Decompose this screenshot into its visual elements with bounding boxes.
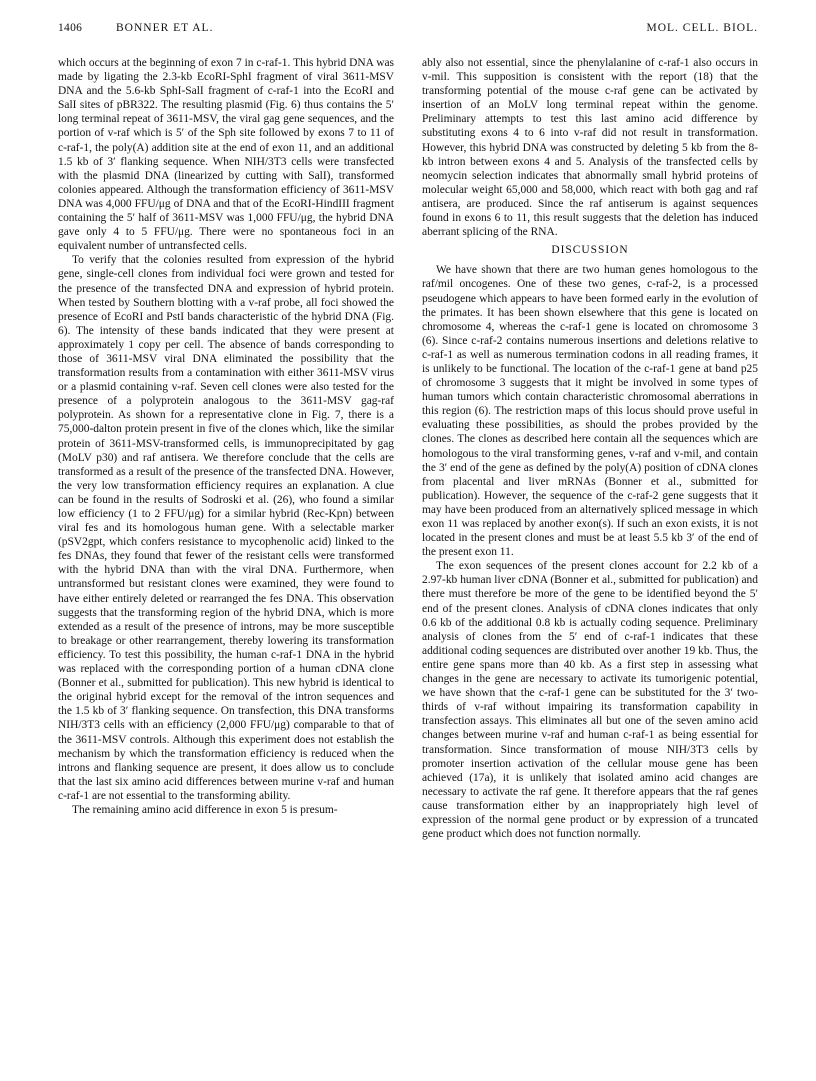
paragraph: We have shown that there are two human genes homologous to the raf/mil oncogenes. One of these two genes, c-raf-2, is a processed pseudogene which appears to have been formed early in the evolution of the primates. It has been shown elsewhere that this gene is located on chromosome 4, whereas the c-raf-1 gene is located on chromosome 3 (6). Since c-raf-2 contains numerous insertions and deletions relative to c-raf-1 as well as numerous termination codons in all reading frames, it is unlikely to be functional. The location of the c-raf-1 gene at band p25 of chromosome 3 suggests that it might be involved in some types of human tumors which contain characteristic chromosomal aberrations in this region (6). The restriction maps of this locus should prove useful in evaluating these possibilities, as should the probes provided by the clones. The clones as described here contain all the sequences which are homologous to the viral transforming genes, v-raf and v-mil, and contain the 3′ end of the gene as defined by the poly(A) position of cDNA clones from placental and liver mRNAs (Bonner et al., submitted for publication). However, the sequence of the c-raf-2 gene suggests that it may have been produced from an alternatively spliced message in which exon 11 was replaced by another exon(s). If such an exon exists, it is not located in the present clones and must be at least 5.5 kb 3′ of the end of the present exon 11.	[422, 264, 758, 559]
left-column	[58, 56, 394, 817]
running-header	[58, 22, 758, 40]
paragraph: To verify that the colonies resulted from expression of the hybrid gene, single-cell clones from individual foci were grown and tested for the presence of the transfected DNA and expression of hybrid protein. When tested by Southern blotting with a v-raf probe, all foci showed the presence of EcoRI and PstI bands characteristic of the hybrid DNA (Fig. 6). The intensity of these bands indicated that they were present at approximately 1 copy per cell. The absence of bands corresponding to those of 3611-MSV viral DNA eliminated the possibility that the transformation results from a contamination with either 3611-MSV virus or a plasmid containing v-raf. Seven cell clones were also tested for the presence of a polyprotein analogous to the 3611-MSV gag-raf polyprotein. As shown for a representative clone in Fig. 7, there is a 75,000-dalton protein present in five of the clones which, like the similar protein of 3611-MSV-transformed cells, is immunoprecipitated by gag (MoLV p30) and raf antisera. We therefore conclude that the cells are transformed as a result of the presence of the transfected DNA. However, the very low transformation efficiency requires an explanation. A clue can be found in the results of Sodroski et al. (26), who found a similar low efficiency (1 to 2 FFU/μg) for a similar hybrid (Rec-Kpn) between viral fes and its homologous human gene. With a selectable marker (pSV2gpt, which confers resistance to mycophenolic acid) linked to the fes DNAs, they found that fewer of the resistant cells were transformed with the hybrid DNA than with the viral DNA. Furthermore, when untransformed but resistant clones were examined, they were found to have either entirely deleted or rearranged the fes DNA. This observation suggests that the transforming region of the hybrid DNA, which is more extended as a result of the presence of introns, may be more susceptible to breakage or other rearrangement, thereby lowering its transformation efficiency. To test this possibility, the human c-raf-1 DNA in the hybrid was replaced with the corresponding portion of a human cDNA clone (Bonner et al., submitted for publication). This new hybrid is identical to the original hybrid except for the removal of the intron sequences and the 1.5 kb of 3′ flanking sequence. On transfection, this DNA transforms NIH/3T3 cells with an efficiency (2,000 FFU/μg) comparable to that of the 3611-MSV controls. Although this experiment does not establish the mechanism by which the transformation efficiency is reduced when the introns and flanking sequence are present, it does allow us to conclude that the last six amino acid differences between murine v-raf and human c-raf-1 are not essential to the transforming ability.	[58, 254, 394, 802]
running-authors: BONNER ET AL.	[116, 22, 214, 34]
right-column	[422, 56, 758, 841]
paragraph: which occurs at the beginning of exon 7 in c-raf-1. This hybrid DNA was made by ligating the 2.3-kb EcoRI-SphI fragment of viral 3611-MSV DNA and the 5.6-kb SphI-SalI fragment of c-raf-1 into the EcoRI and SalI sites of pBR322. The resulting plasmid (Fig. 6) thus contains the 5′ long terminal repeat of 3611-MSV, the viral gag gene sequences, and the portion of v-raf which is 5′ of the Sph site followed by exons 7 to 11 of c-raf-1, the poly(A) addition site at the end of exon 11, and an additional 1.5 kb of 3′ flanking sequence. When NIH/3T3 cells were transfected with the plasmid DNA (linearized by cutting with SalI), transformed colonies appeared. Although the transformation efficiency of 3611-MSV DNA was 4,000 FFU/μg of DNA and that of the EcoRI-HindIII fragment containing the 5′ half of 3611-MSV was 1,000 FFU/μg, the hybrid DNA gave only 4 to 5 FFU/μg. There were no spontaneous foci in an equivalent number of untransfected cells.	[58, 57, 394, 253]
section-heading: DISCUSSION	[551, 244, 629, 257]
journal-name: MOL. CELL. BIOL.	[646, 22, 758, 34]
page-number: 1406	[58, 22, 83, 34]
paragraph: The remaining amino acid difference in exon 5 is presum-	[72, 803, 338, 816]
paragraph: The exon sequences of the present clones account for 2.2 kb of a 2.97-kb human liver cDNA (Bonner et al., submitted for publication) and there must therefore be more of the gene to be identified beyond the 5′ end of the present clones. Analysis of cDNA clones indicates that only 0.6 kb of the additional 0.8 kb is actually coding sequence. Preliminary analysis of clones from the 5′ end of c-raf-1 indicates that these additional coding sequences are distributed over another 19 kb. Thus, the entire gene spans more than 40 kb. As a first step in assessing what changes in the gene are necessary to activate its tumorigenic potential, we have shown that the c-raf-1 gene can be substituted for the 3′ two-thirds of v-raf without impairing its transformation capability in transfection assays. This eliminates all but one of the seven amino acid changes between murine v-raf and human c-raf-1 as being essential for transformation. Since transformation of mouse NIH/3T3 cells by promoter insertion activation of the cellular mouse gene has been achieved (17a), it is unlikely that isolated amino acid changes are necessary to activate the raf gene. It therefore appears that the raf genes cause transformation either by an inappropriately high level of expression of the normal gene product or by expression of a truncated gene product which does not function normally.	[422, 560, 758, 841]
paragraph: ably also not essential, since the phenylalanine of c-raf-1 also occurs in v-mil. This supposition is consistent with the report (18) that the transforming potential of the mouse c-raf gene can be activated by insertion of an MoLV long terminal repeat within the genome. Preliminary attempts to test this last amino acid difference by substituting exons 4 to 6 into v-raf did not result in transformation. However, this hybrid DNA was constructed by deleting 5 kb from the 8-kb intron between exons 4 and 5. Analysis of the transfected cells by neomycin selection indicates that abnormally small hybrid proteins of molecular weight 65,000 and 58,000, which react with both gag and raf antisera, are produced. Since the raf antiserum is against sequences found in exons 6 to 11, this result suggests that the deletion has induced aberrant splicing of the RNA.	[422, 57, 758, 239]
